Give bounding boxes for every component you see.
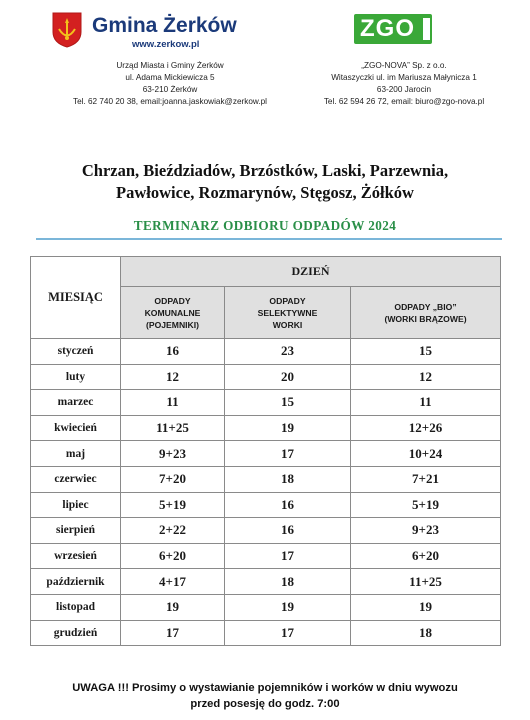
gmina-url: www.zerkow.pl [132, 39, 200, 50]
selective-date-cell: 18 [225, 569, 351, 595]
selective-date-cell: 16 [225, 492, 351, 518]
village-line: Pawłowice, Rozmarynów, Stęgosz, Żółków [116, 183, 414, 202]
bio-date-cell: 7+21 [351, 466, 501, 492]
table-row [31, 543, 501, 569]
category-header-line: ODPADY „BIO” [394, 301, 457, 312]
municipal-date-cell: 19 [121, 594, 225, 620]
municipal-date-cell: 9+23 [121, 441, 225, 467]
selective-date-cell: 20 [225, 364, 351, 390]
month-cell: sierpień [31, 518, 121, 544]
municipal-date-cell: 11+25 [121, 415, 225, 441]
category-header-line: (POJEMNIKI) [146, 319, 199, 330]
month-cell: lipiec [31, 492, 121, 518]
bio-date-cell: 9+23 [351, 518, 501, 544]
zgo-nova-logo [354, 14, 432, 44]
collection-schedule-table [30, 256, 501, 646]
month-column-header: MIESIĄC [31, 257, 121, 339]
table-row [31, 364, 501, 390]
category-header-line: WORKI [272, 319, 303, 330]
category-header-municipal [121, 287, 225, 339]
table-row [31, 390, 501, 416]
month-cell: maj [31, 441, 121, 467]
gmina-address-line: ul. Adama Mickiewicza 5 [125, 73, 215, 82]
zgo-address-line: Tel. 62 594 26 72, email: biuro@zgo-nova.pl [323, 97, 485, 106]
bio-date-cell: 10+24 [351, 441, 501, 467]
gmina-address-line: Tel. 62 740 20 38, email:joanna.jaskowiak@zerkow.pl [72, 97, 267, 106]
zgo-address-line: Witaszyczki ul. im Mariusza Małynicza 1 [331, 73, 477, 82]
gmina-address [50, 60, 290, 108]
municipal-date-cell: 5+19 [121, 492, 225, 518]
collection-notice [30, 680, 500, 712]
title-divider [36, 238, 502, 240]
bio-date-cell: 6+20 [351, 543, 501, 569]
category-header-bio [351, 287, 501, 339]
zgo-logo-text: ZGO [360, 15, 415, 42]
gmina-logo [52, 12, 252, 54]
month-cell: czerwiec [31, 466, 121, 492]
category-header-line: ODPADY [269, 295, 306, 306]
table-row [31, 518, 501, 544]
village-list [30, 160, 500, 204]
month-cell: grudzień [31, 620, 121, 646]
category-header-line: SELEKTYWNE [257, 307, 318, 318]
month-cell: wrzesień [31, 543, 121, 569]
bio-date-cell: 12 [351, 364, 501, 390]
zgo-address-line: 63-200 Jarocin [376, 85, 432, 94]
municipal-date-cell: 4+17 [121, 569, 225, 595]
bio-date-cell: 5+19 [351, 492, 501, 518]
selective-date-cell: 19 [225, 415, 351, 441]
letterhead [0, 0, 530, 120]
municipal-date-cell: 7+20 [121, 466, 225, 492]
zgo-address [292, 60, 516, 108]
municipal-date-cell: 16 [121, 339, 225, 365]
municipal-date-cell: 11 [121, 390, 225, 416]
bio-date-cell: 18 [351, 620, 501, 646]
bio-date-cell: 19 [351, 594, 501, 620]
gmina-name: Gmina Żerków [92, 14, 237, 37]
crest-icon [52, 12, 82, 48]
category-header-line: ODPADY [154, 295, 191, 306]
gmina-address-line: 63-210 Żerków [142, 85, 198, 94]
municipal-date-cell: 12 [121, 364, 225, 390]
village-line: Chrzan, Bieździadów, Brzóstków, Laski, Parzewnia, [81, 161, 449, 180]
table-row [31, 620, 501, 646]
zgo-logo-side-label [423, 18, 430, 40]
table-row [31, 415, 501, 441]
category-header-line: (WORKI BRĄZOWE) [384, 313, 467, 324]
selective-date-cell: 18 [225, 466, 351, 492]
month-cell: październik [31, 569, 121, 595]
selective-date-cell: 19 [225, 594, 351, 620]
selective-date-cell: 17 [225, 441, 351, 467]
category-header-line: KOMUNALNE [144, 307, 201, 318]
table-row [31, 339, 501, 365]
gmina-address-line: Urząd Miasta i Gminy Żerków [116, 61, 224, 70]
bio-date-cell: 11 [351, 390, 501, 416]
selective-date-cell: 16 [225, 518, 351, 544]
document-title: TERMINARZ ODBIORU ODPADÓW 2024 [133, 218, 397, 233]
table-row [31, 569, 501, 595]
table-row [31, 441, 501, 467]
month-cell: luty [31, 364, 121, 390]
month-cell: marzec [31, 390, 121, 416]
bio-date-cell: 15 [351, 339, 501, 365]
notice-line: przed posesję do godz. 7:00 [190, 698, 340, 710]
selective-date-cell: 17 [225, 620, 351, 646]
month-cell: styczeń [31, 339, 121, 365]
bio-date-cell: 11+25 [351, 569, 501, 595]
day-column-header: DZIEŃ [121, 257, 501, 287]
selective-date-cell: 15 [225, 390, 351, 416]
table-row [31, 466, 501, 492]
selective-date-cell: 17 [225, 543, 351, 569]
category-header-selective [225, 287, 351, 339]
month-cell: kwiecień [31, 415, 121, 441]
municipal-date-cell: 17 [121, 620, 225, 646]
bio-date-cell: 12+26 [351, 415, 501, 441]
table-row [31, 594, 501, 620]
municipal-date-cell: 6+20 [121, 543, 225, 569]
table-row [31, 492, 501, 518]
month-cell: listopad [31, 594, 121, 620]
municipal-date-cell: 2+22 [121, 518, 225, 544]
selective-date-cell: 23 [225, 339, 351, 365]
zgo-address-line: „ZGO-NOVA” Sp. z o.o. [361, 61, 447, 70]
notice-line: UWAGA !!! Prosimy o wystawianie pojemników i worków w dniu wywozu [72, 682, 458, 694]
